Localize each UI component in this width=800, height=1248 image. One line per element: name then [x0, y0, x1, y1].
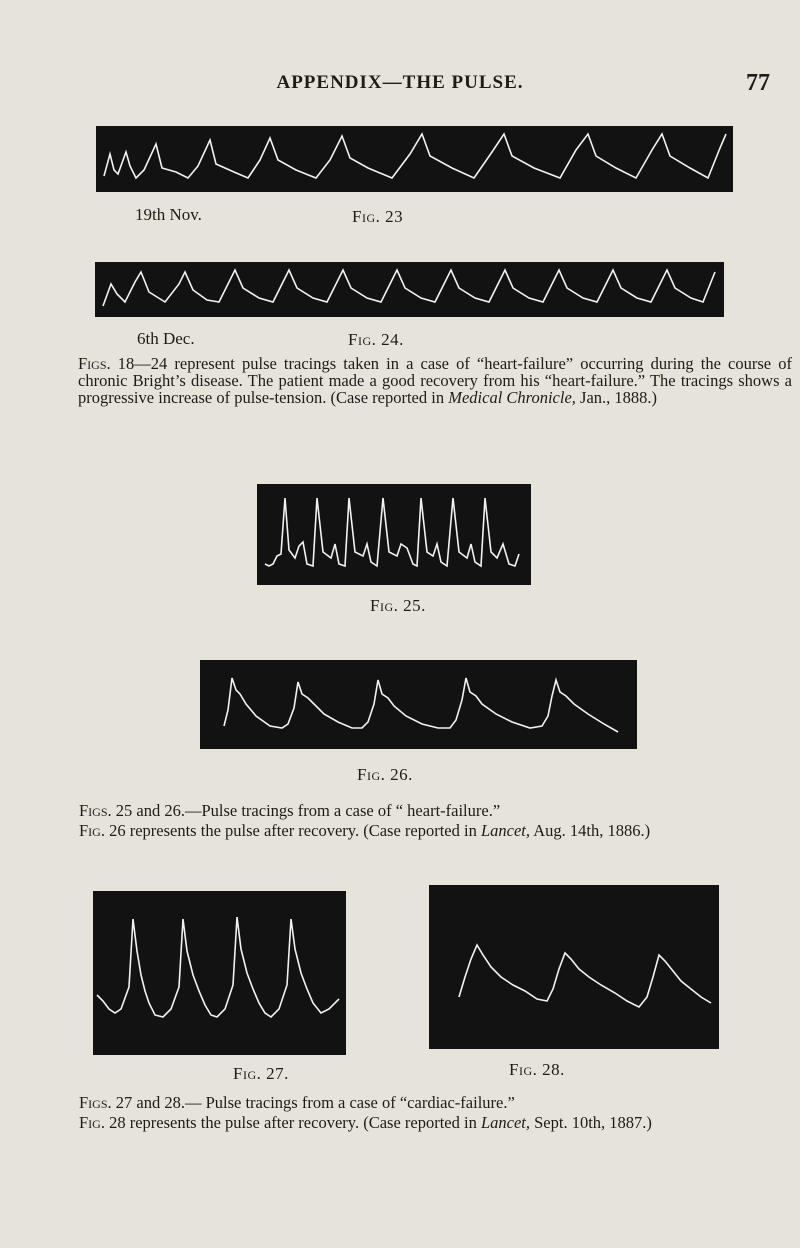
caption1-text: 18—24 represent pulse tracings taken in a case of “heart-failure” occurring during the course of chronic Bright’s disease. The patient made a good recovery from his “heart-failure.” The tracings shows a progressive increase of pulse-tension. (Case reported in: [78, 354, 792, 407]
fig24-date: 6th Dec.: [137, 329, 195, 348]
fig23-pulse-line: [104, 134, 726, 178]
fig28-label: Fig. 28.: [509, 1060, 565, 1079]
caption1-lead: Figs.: [78, 354, 111, 373]
fig24-tracing: [95, 262, 724, 317]
fig23-label: Fig. 23: [352, 207, 404, 226]
caption3-line2-lead: Fig.: [79, 1113, 105, 1132]
caption-figs-27-28: [79, 1094, 791, 1131]
caption2-line2-text: 26 represents the pulse after recovery. (Case reported in: [109, 821, 477, 840]
fig23-tracing: [96, 126, 733, 192]
fig27-tracing: [93, 891, 346, 1055]
caption3-line2: [79, 1114, 791, 1131]
caption2-line1-lead: Figs.: [79, 801, 112, 820]
caption3-line1-lead: Figs.: [79, 1093, 112, 1112]
caption2-line2: [79, 822, 791, 839]
fig24-label: Fig. 24.: [348, 330, 404, 349]
caption3-line1: [79, 1094, 791, 1111]
fig25-label: Fig. 25.: [370, 596, 426, 615]
fig26-label: Fig. 26.: [357, 765, 413, 784]
running-header: APPENDIX—THE PULSE.: [276, 72, 524, 93]
caption-figs-18-24: [78, 355, 792, 406]
caption-figs-25-26: [79, 802, 791, 839]
caption1-date: Jan., 1888.): [580, 388, 658, 407]
fig23-date: 19th Nov.: [135, 205, 202, 224]
fig25-pulse-line: [265, 498, 519, 566]
fig25-tracing: [257, 484, 531, 585]
caption3-line1-text: 27 and 28.— Pulse tracings from a case of “cardiac-failure.”: [115, 1093, 515, 1112]
fig27-pulse-line: [97, 917, 339, 1017]
caption2-journal: Lancet,: [480, 821, 530, 840]
fig26-pulse-line: [224, 678, 618, 732]
caption1-journal: Medical Chronicle,: [448, 388, 576, 407]
caption2-line1: [79, 802, 791, 819]
page-number: 77: [746, 70, 770, 96]
caption3-journal: Lancet,: [480, 1113, 530, 1132]
fig28-tracing: [429, 885, 719, 1049]
fig26-tracing: [200, 660, 637, 749]
caption2-date: Aug. 14th, 1886.): [533, 821, 651, 840]
fig27-label: Fig. 27.: [233, 1064, 289, 1083]
caption3-line2-text: 28 represents the pulse after recovery. (Case reported in: [109, 1113, 477, 1132]
caption3-date: Sept. 10th, 1887.): [534, 1113, 652, 1132]
caption2-line2-lead: Fig.: [79, 821, 105, 840]
fig28-pulse-line: [459, 945, 711, 1007]
caption2-line1-text: 25 and 26.—Pulse tracings from a case of “ heart-failure.”: [115, 801, 501, 820]
fig24-pulse-line: [103, 270, 715, 306]
